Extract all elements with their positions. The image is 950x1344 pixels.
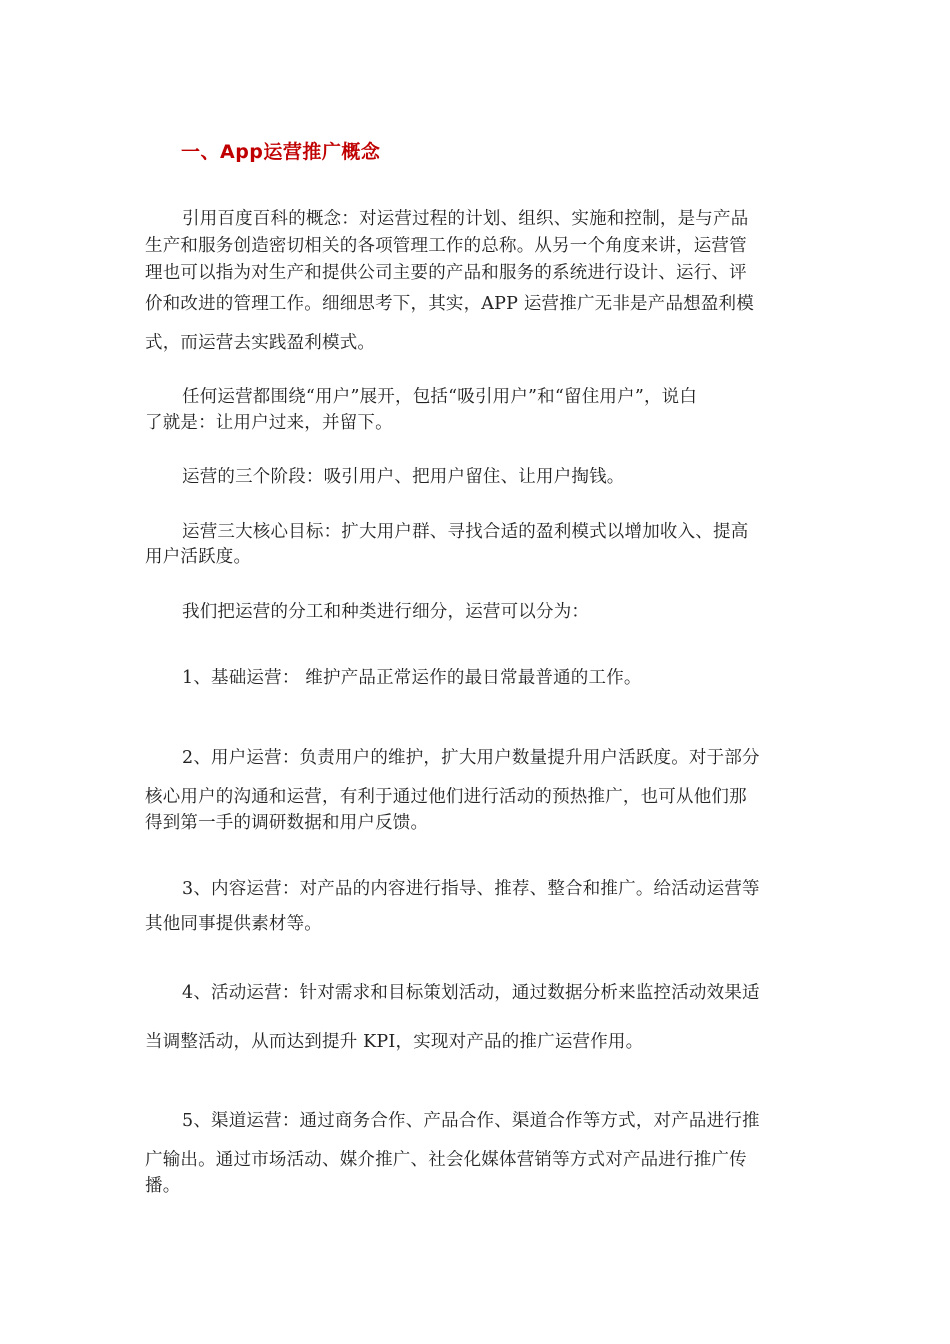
paragraph-line: 任何运营都围绕“用户”展开，包括“吸引用户”和“留住用户”，说白 xyxy=(182,387,698,407)
paragraph-line: 1、基础运营： 维护产品正常运作的最日常最普通的工作。 xyxy=(182,668,642,688)
paragraph-line: 其他同事提供素材等。 xyxy=(145,914,322,934)
paragraph-line: 3、内容运营：对产品的内容进行指导、推荐、整合和推广。给活动运营等 xyxy=(182,879,760,899)
paragraph-line: 播。 xyxy=(145,1176,181,1196)
paragraph-line: 核心用户的沟通和运营，有利于通过他们进行活动的预热推广，也可从他们那 xyxy=(145,787,747,807)
paragraph-line: 运营的三个阶段：吸引用户、把用户留住、让用户掏钱。 xyxy=(182,467,625,487)
paragraph-line: 用户活跃度。 xyxy=(145,547,252,567)
paragraph-line: 式，而运营去实践盈利模式。 xyxy=(145,333,376,353)
paragraph-line: 当调整活动，从而达到提升 KPI，实现对产品的推广运营作用。 xyxy=(145,1032,644,1052)
paragraph-line: 我们把运营的分工和种类进行细分，运营可以分为： xyxy=(182,602,590,622)
paragraph-line: 价和改进的管理工作。细细思考下，其实，APP 运营推广无非是产品想盈利模 xyxy=(145,294,754,314)
paragraph-line: 生产和服务创造密切相关的各项管理工作的总称。从另一个角度来讲，运营管 xyxy=(145,236,747,256)
paragraph-line: 得到第一手的调研数据和用户反馈。 xyxy=(145,813,429,833)
paragraph-line: 4、活动运营：针对需求和目标策划活动，通过数据分析来监控活动效果适 xyxy=(182,983,760,1003)
paragraph-line: 了就是：让用户过来，并留下。 xyxy=(145,413,393,433)
paragraph-line: 理也可以指为对生产和提供公司主要的产品和服务的系统进行设计、运行、评 xyxy=(145,263,747,283)
paragraph-line: 2、用户运营：负责用户的维护，扩大用户数量提升用户活跃度。对于部分 xyxy=(182,748,760,768)
paragraph-line: 5、渠道运营：通过商务合作、产品合作、渠道合作等方式，对产品进行推 xyxy=(182,1111,760,1131)
paragraph-line: 引用百度百科的概念：对运营过程的计划、组织、实施和控制，是与产品 xyxy=(182,209,749,229)
section-heading: 一、App运营推广概念 xyxy=(181,141,381,163)
paragraph-line: 广输出。通过市场活动、媒介推广、社会化媒体营销等方式对产品进行推广传 xyxy=(145,1150,747,1170)
paragraph-line: 运营三大核心目标：扩大用户群、寻找合适的盈利模式以增加收入、提高 xyxy=(182,522,749,542)
